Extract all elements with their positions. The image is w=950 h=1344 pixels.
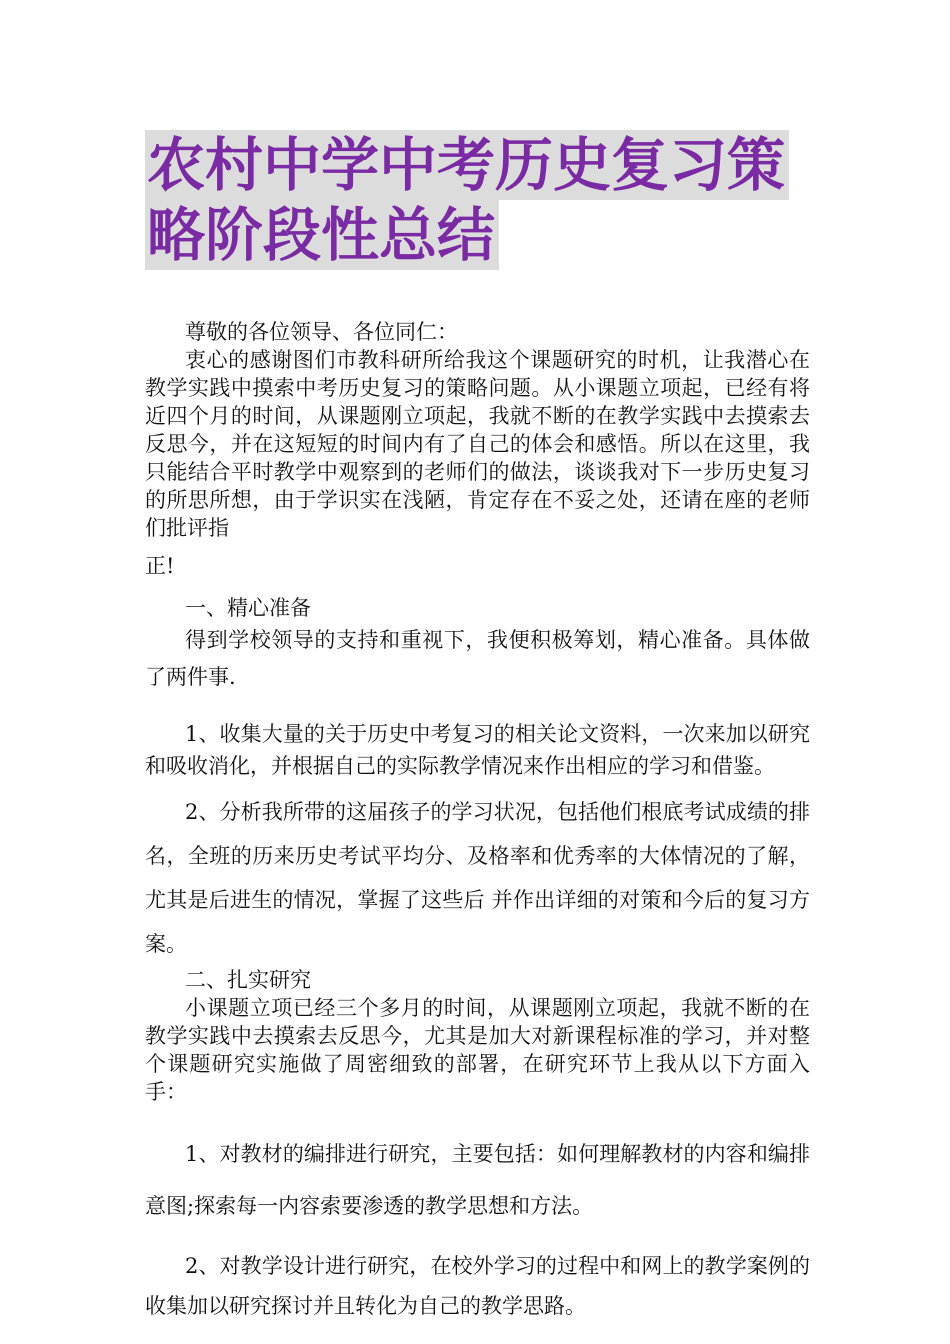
section-2-item-2: 2、对教学设计进行研究，在校外学习的过程中和网上的教学案例的收集加以研究探讨并且转化为自己的教学思路。 [145,1254,810,1318]
title-line-2: 略阶段性总结 [145,200,499,270]
section-1-heading: 一、精心准备 [185,596,311,620]
section-2-intro: 小课题立项已经三个多月的时间，从课题刚立项起，我就不断的在教学实践中去摸索去反思今，尤其是加大对新课程标准的学习，并对整个课题研究实施做了周密细致的部署，在研究环节上我从以下方面入手： [145,996,810,1104]
document-title [145,130,815,270]
section-2-heading: 二、扎实研究 [185,968,311,992]
section-1-intro: 得到学校领导的支持和重视下，我便积极筹划，精心准备。具体做了两件事. [145,628,810,689]
title-line-1: 农村中学中考历史复习策 [145,130,789,200]
intro-paragraph-end: 正! [145,554,175,578]
document-body [145,318,810,1326]
section-1-item-1: 1、收集大量的关于历史中考复习的相关论文资料，一次来加以研究和吸收消化，并根据自己的实际教学情况来作出相应的学习和借鉴。 [145,722,810,778]
greeting-paragraph: 尊敬的各位领导、各位同仁： [185,320,458,344]
section-2-item-1: 1、对教材的编排进行研究，主要包括：如何理解教材的内容和编排意图;探索每一内容索要渗透的教学思想和方法。 [145,1142,810,1218]
intro-paragraph: 衷心的感谢图们市教科研所给我这个课题研究的时机，让我潜心在教学实践中摸索中考历史复习的策略问题。从小课题立项起，已经有将近四个月的时间，从课题刚立项起，我就不断的在教学实践中去摸索去反思今，并在这短短的时间内有了自己的体会和感悟。所以在这里，我只能结合平时教学中观察到的老师们的做法，谈谈我对下一步历史复习的所思所想，由于学识实在浅陋，肯定存在不妥之处，还请在座的老师们批评指 [145,348,810,540]
section-1-item-2: 2、分析我所带的这届孩子的学习状况，包括他们根底考试成绩的排名，全班的历来历史考试平均分、及格率和优秀率的大体情况的了解，尤其是后进生的情况，掌握了这些后 并作出详细的对策和今后的复习方案。 [145,800,810,956]
